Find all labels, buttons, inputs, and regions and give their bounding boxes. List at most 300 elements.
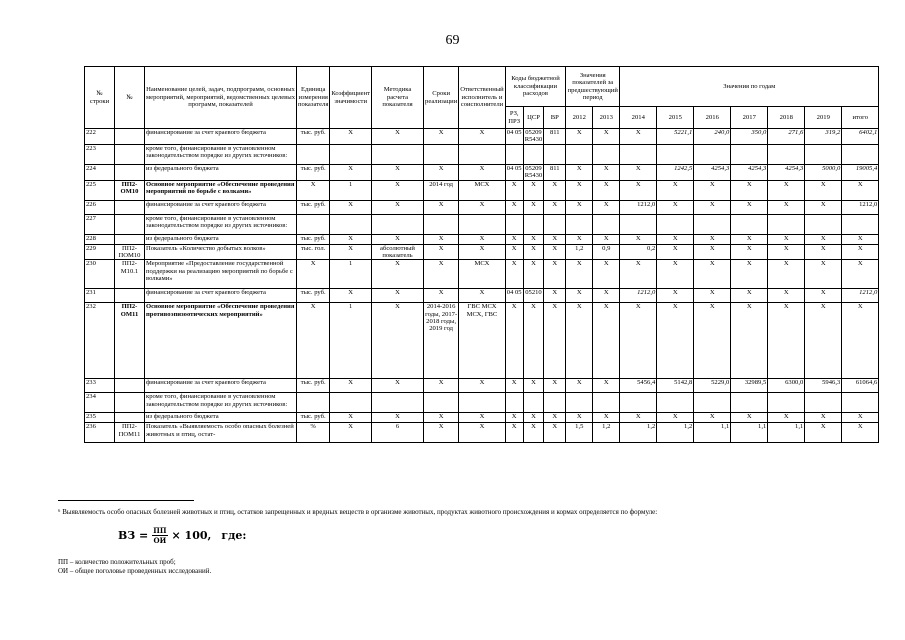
- cell-coeff: X: [330, 289, 372, 303]
- cell-2013: X: [593, 200, 620, 214]
- cell-csr: 05210: [523, 289, 544, 303]
- cell-2015: X: [657, 289, 694, 303]
- header-terms: Сроки реализации: [424, 67, 459, 129]
- cell-2019: X: [805, 413, 842, 423]
- cell-name: Основное мероприятие «Обеспечение проведения противоэпизоотических мероприятий»: [145, 303, 297, 379]
- cell-2015: X: [657, 200, 694, 214]
- table-row: [85, 144, 879, 164]
- cell-name: Показатель «Выявляемость особо опасных болезней животных и птиц, остат-: [145, 423, 297, 443]
- cell-2013: X: [593, 260, 620, 289]
- cell-2015: [657, 214, 694, 234]
- cell-code: ПП2-ОМ11: [115, 303, 145, 379]
- formula-lhs: ВЗ =: [118, 529, 149, 542]
- cell-2012: 1,2: [566, 244, 593, 260]
- cell-vr: [544, 214, 566, 234]
- cell-2012: X: [566, 260, 593, 289]
- cell-total: X: [842, 413, 879, 423]
- cell-row-no: 235: [85, 413, 115, 423]
- cell-rz: X: [505, 303, 523, 379]
- cell-2016: 5229,0: [694, 379, 731, 393]
- table-row: [85, 214, 879, 234]
- cell-vr: 811: [544, 164, 566, 180]
- cell-responsible: X: [459, 289, 505, 303]
- cell-vr: [544, 393, 566, 413]
- cell-terms: X: [424, 379, 459, 393]
- cell-name: кроме того, финансирование в установленном законодательством порядке из других источников:: [145, 214, 297, 234]
- footnote-separator: [58, 500, 194, 501]
- cell-rz: 04 05: [505, 129, 523, 145]
- cell-2014: 1212,0: [620, 200, 657, 214]
- cell-2015: 5142,8: [657, 379, 694, 393]
- cell-2012: X: [566, 129, 593, 145]
- cell-responsible: X: [459, 129, 505, 145]
- cell-total: X: [842, 423, 879, 443]
- cell-vr: X: [544, 289, 566, 303]
- cell-rz: X: [505, 200, 523, 214]
- cell-total: X: [842, 260, 879, 289]
- cell-csr: X: [523, 303, 544, 379]
- cell-unit: %: [297, 423, 330, 443]
- cell-coeff: [330, 144, 372, 164]
- cell-coeff: X: [330, 129, 372, 145]
- cell-terms: [424, 214, 459, 234]
- table-row: [85, 423, 879, 443]
- cell-coeff: 1: [330, 303, 372, 379]
- cell-2017: X: [731, 200, 768, 214]
- cell-row-no: 228: [85, 234, 115, 244]
- cell-rz: X: [505, 413, 523, 423]
- cell-total: 6402,1: [842, 129, 879, 145]
- cell-code: ПП2-ОМ10: [115, 180, 145, 200]
- cell-code: [115, 379, 145, 393]
- cell-name: финансирование за счет краевого бюджета: [145, 289, 297, 303]
- cell-total: X: [842, 234, 879, 244]
- cell-2018: X: [768, 303, 805, 379]
- cell-name: из федерального бюджета: [145, 234, 297, 244]
- cell-vr: X: [544, 234, 566, 244]
- cell-total: [842, 214, 879, 234]
- cell-responsible: X: [459, 164, 505, 180]
- header-2018: 2018: [768, 107, 805, 129]
- cell-csr: X: [523, 423, 544, 443]
- cell-2017: X: [731, 260, 768, 289]
- cell-rz: [505, 144, 523, 164]
- cell-total: 19005,4: [842, 164, 879, 180]
- cell-code: [115, 413, 145, 423]
- cell-2015: 1,2: [657, 423, 694, 443]
- cell-terms: 2014-2016 годы, 2017-2018 годы, 2019 год: [424, 303, 459, 379]
- cell-vr: [544, 144, 566, 164]
- cell-rz: X: [505, 234, 523, 244]
- cell-coeff: X: [330, 413, 372, 423]
- cell-csr: X: [523, 413, 544, 423]
- header-name: Наименование целей, задач, подпрограмм, основных мероприятий, мероприятий, ведомственных целевых программ, показателей: [145, 67, 297, 129]
- header-2019: 2019: [805, 107, 842, 129]
- cell-2016: 4254,3: [694, 164, 731, 180]
- formula: [118, 526, 247, 545]
- cell-2016: X: [694, 289, 731, 303]
- cell-2016: X: [694, 244, 731, 260]
- cell-name: из федерального бюджета: [145, 413, 297, 423]
- cell-2013: X: [593, 379, 620, 393]
- cell-2015: X: [657, 234, 694, 244]
- cell-2012: [566, 393, 593, 413]
- cell-rz: X: [505, 423, 523, 443]
- cell-unit: тыс. руб.: [297, 129, 330, 145]
- header-coeff: Коэффициент значимости: [330, 67, 372, 129]
- cell-2015: [657, 144, 694, 164]
- cell-2017: 350,0: [731, 129, 768, 145]
- table-row: [85, 379, 879, 393]
- page-number: 69: [445, 33, 460, 48]
- cell-2017: [731, 144, 768, 164]
- cell-terms: X: [424, 289, 459, 303]
- cell-terms: X: [424, 200, 459, 214]
- cell-2012: X: [566, 180, 593, 200]
- cell-coeff: X: [330, 244, 372, 260]
- formula-rhs: × 100,: [171, 529, 212, 542]
- cell-row-no: 225: [85, 180, 115, 200]
- cell-coeff: X: [330, 234, 372, 244]
- cell-2012: X: [566, 379, 593, 393]
- cell-responsible: X: [459, 200, 505, 214]
- cell-coeff: [330, 214, 372, 234]
- cell-2019: X: [805, 260, 842, 289]
- cell-csr: X: [523, 379, 544, 393]
- cell-csr: X: [523, 234, 544, 244]
- cell-method: абсолютный показатель: [372, 244, 424, 260]
- cell-row-no: 223: [85, 144, 115, 164]
- cell-2015: 5221,1: [657, 129, 694, 145]
- cell-method: X: [372, 303, 424, 379]
- cell-responsible: МСХ: [459, 260, 505, 289]
- cell-total: X: [842, 244, 879, 260]
- table-row: [85, 234, 879, 244]
- header-2012: 2012: [566, 107, 593, 129]
- cell-total: 61064,6: [842, 379, 879, 393]
- cell-unit: тыс. руб.: [297, 200, 330, 214]
- cell-2014: [620, 393, 657, 413]
- cell-2019: [805, 144, 842, 164]
- cell-unit: тыс. гол.: [297, 244, 330, 260]
- cell-code: ПП2-ПОМ11: [115, 423, 145, 443]
- cell-unit: тыс. руб.: [297, 164, 330, 180]
- cell-2018: X: [768, 289, 805, 303]
- cell-2018: 6300,0: [768, 379, 805, 393]
- cell-responsible: X: [459, 379, 505, 393]
- cell-method: [372, 393, 424, 413]
- cell-2016: 240,0: [694, 129, 731, 145]
- header-2014: 2014: [620, 107, 657, 129]
- header-2013: 2013: [593, 107, 620, 129]
- cell-coeff: X: [330, 164, 372, 180]
- table-row: [85, 289, 879, 303]
- cell-2014: 1,2: [620, 423, 657, 443]
- cell-2014: X: [620, 234, 657, 244]
- cell-name: Мероприятие «Предоставление государственной поддержки на реализацию мероприятий по борьбе с волками»: [145, 260, 297, 289]
- cell-2014: X: [620, 303, 657, 379]
- cell-2012: X: [566, 289, 593, 303]
- cell-2014: X: [620, 260, 657, 289]
- cell-2013: X: [593, 413, 620, 423]
- cell-2012: X: [566, 234, 593, 244]
- cell-2015: X: [657, 413, 694, 423]
- cell-method: 6: [372, 423, 424, 443]
- cell-responsible: X: [459, 423, 505, 443]
- cell-2012: X: [566, 413, 593, 423]
- cell-2018: X: [768, 234, 805, 244]
- cell-row-no: 236: [85, 423, 115, 443]
- cell-2019: [805, 393, 842, 413]
- cell-2016: [694, 393, 731, 413]
- cell-terms: X: [424, 129, 459, 145]
- formula-where: где:: [221, 529, 247, 542]
- cell-2018: [768, 214, 805, 234]
- cell-2013: 0,9: [593, 244, 620, 260]
- cell-2013: X: [593, 129, 620, 145]
- header-csr: ЦСР: [523, 107, 544, 129]
- cell-terms: X: [424, 423, 459, 443]
- cell-2014: X: [620, 164, 657, 180]
- cell-code: [115, 289, 145, 303]
- cell-total: X: [842, 180, 879, 200]
- cell-2013: 1,2: [593, 423, 620, 443]
- header-unit: Единица измерения показателя: [297, 67, 330, 129]
- cell-row-no: 231: [85, 289, 115, 303]
- cell-csr: [523, 214, 544, 234]
- cell-2016: [694, 144, 731, 164]
- cell-row-no: 224: [85, 164, 115, 180]
- cell-2013: [593, 144, 620, 164]
- cell-2018: X: [768, 413, 805, 423]
- cell-vr: X: [544, 260, 566, 289]
- cell-2016: 1,1: [694, 423, 731, 443]
- cell-coeff: [330, 393, 372, 413]
- header-2015: 2015: [657, 107, 694, 129]
- cell-2018: 1,1: [768, 423, 805, 443]
- cell-2019: 5000,0: [805, 164, 842, 180]
- table-row: [85, 413, 879, 423]
- cell-2019: X: [805, 234, 842, 244]
- cell-unit: тыс. руб.: [297, 413, 330, 423]
- cell-2018: 271,6: [768, 129, 805, 145]
- formula-numerator: ПП: [153, 526, 167, 535]
- table-row: [85, 393, 879, 413]
- cell-2012: X: [566, 303, 593, 379]
- cell-code: [115, 214, 145, 234]
- cell-2012: 1,5: [566, 423, 593, 443]
- header-prev-values: Значения показателей за предшествующий период: [566, 67, 620, 107]
- cell-responsible: [459, 393, 505, 413]
- cell-responsible: X: [459, 413, 505, 423]
- cell-name: из федерального бюджета: [145, 164, 297, 180]
- cell-row-no: 234: [85, 393, 115, 413]
- cell-2019: 319,2: [805, 129, 842, 145]
- cell-2013: X: [593, 303, 620, 379]
- cell-total: [842, 393, 879, 413]
- cell-coeff: 1: [330, 260, 372, 289]
- cell-2016: X: [694, 260, 731, 289]
- cell-responsible: [459, 144, 505, 164]
- header-responsible: Ответственный исполнитель и соисполнители: [459, 67, 505, 129]
- cell-responsible: X: [459, 234, 505, 244]
- cell-2017: [731, 214, 768, 234]
- cell-name: кроме того, финансирование в установленном законодательством порядке из других источников:: [145, 393, 297, 413]
- cell-vr: X: [544, 413, 566, 423]
- cell-terms: X: [424, 234, 459, 244]
- cell-terms: X: [424, 164, 459, 180]
- cell-method: X: [372, 289, 424, 303]
- table-row: [85, 200, 879, 214]
- cell-terms: [424, 144, 459, 164]
- cell-unit: тыс. руб.: [297, 379, 330, 393]
- cell-coeff: X: [330, 423, 372, 443]
- cell-terms: X: [424, 260, 459, 289]
- cell-terms: X: [424, 244, 459, 260]
- footnote-def-1: ПП – количество положительных проб;: [58, 558, 176, 566]
- table-row: [85, 180, 879, 200]
- table-row: [85, 260, 879, 289]
- cell-responsible: X: [459, 244, 505, 260]
- cell-unit: X: [297, 260, 330, 289]
- cell-2013: [593, 214, 620, 234]
- cell-rz: [505, 214, 523, 234]
- cell-rz: X: [505, 244, 523, 260]
- cell-vr: 811: [544, 129, 566, 145]
- cell-vr: X: [544, 200, 566, 214]
- cell-code: ПП2-М10.1: [115, 260, 145, 289]
- cell-row-no: 229: [85, 244, 115, 260]
- cell-unit: [297, 214, 330, 234]
- cell-2016: X: [694, 303, 731, 379]
- cell-2015: X: [657, 244, 694, 260]
- cell-vr: X: [544, 244, 566, 260]
- cell-responsible: ГВС МСХ МСХ, ГВС: [459, 303, 505, 379]
- cell-rz: [505, 393, 523, 413]
- cell-method: X: [372, 200, 424, 214]
- cell-csr: X: [523, 244, 544, 260]
- cell-coeff: 1: [330, 180, 372, 200]
- table-row: [85, 129, 879, 145]
- table-row: [85, 303, 879, 379]
- cell-row-no: 233: [85, 379, 115, 393]
- cell-2017: [731, 393, 768, 413]
- cell-method: X: [372, 180, 424, 200]
- cell-code: ПП2-ПОМ10: [115, 244, 145, 260]
- cell-2019: X: [805, 180, 842, 200]
- header-method: Методика расчета показателя: [372, 67, 424, 129]
- cell-code: [115, 200, 145, 214]
- cell-total: 1212,0: [842, 289, 879, 303]
- cell-2017: X: [731, 234, 768, 244]
- cell-code: [115, 234, 145, 244]
- cell-2017: 32989,5: [731, 379, 768, 393]
- cell-2013: X: [593, 180, 620, 200]
- cell-row-no: 227: [85, 214, 115, 234]
- cell-2019: X: [805, 244, 842, 260]
- cell-terms: 2014 год: [424, 180, 459, 200]
- cell-2017: 4254,3: [731, 164, 768, 180]
- cell-rz: 04 05: [505, 164, 523, 180]
- cell-coeff: X: [330, 379, 372, 393]
- header-total: итого: [842, 107, 879, 129]
- cell-csr: [523, 144, 544, 164]
- cell-2015: X: [657, 260, 694, 289]
- cell-2018: 4254,3: [768, 164, 805, 180]
- cell-2012: [566, 144, 593, 164]
- table-row: [85, 164, 879, 180]
- cell-2017: X: [731, 289, 768, 303]
- cell-2014: X: [620, 413, 657, 423]
- cell-name: финансирование за счет краевого бюджета: [145, 129, 297, 145]
- cell-2018: X: [768, 260, 805, 289]
- cell-row-no: 230: [85, 260, 115, 289]
- cell-row-no: 226: [85, 200, 115, 214]
- footnote-text: ⁶ Выявляемость особо опасных болезней животных и птиц, остатков запрещенных и вредных веществ в организме животных, продуктах животного происхождения и кормах определяется по формуле:: [58, 508, 658, 516]
- cell-2017: X: [731, 180, 768, 200]
- cell-2014: [620, 214, 657, 234]
- cell-code: [115, 393, 145, 413]
- header-vr: ВР: [544, 107, 566, 129]
- cell-2019: X: [805, 289, 842, 303]
- cell-2012: X: [566, 164, 593, 180]
- cell-code: [115, 144, 145, 164]
- cell-csr: [523, 393, 544, 413]
- cell-method: X: [372, 164, 424, 180]
- cell-vr: X: [544, 379, 566, 393]
- cell-2013: X: [593, 164, 620, 180]
- cell-name: финансирование за счет краевого бюджета: [145, 379, 297, 393]
- cell-2014: [620, 144, 657, 164]
- program-table: [84, 66, 879, 443]
- cell-unit: [297, 393, 330, 413]
- cell-2015: X: [657, 180, 694, 200]
- cell-coeff: X: [330, 200, 372, 214]
- cell-2016: X: [694, 234, 731, 244]
- cell-2013: X: [593, 234, 620, 244]
- cell-2016: X: [694, 413, 731, 423]
- cell-2018: [768, 144, 805, 164]
- cell-name: Показатель «Количество добытых волков»: [145, 244, 297, 260]
- cell-2014: 1212,0: [620, 289, 657, 303]
- cell-2016: [694, 214, 731, 234]
- cell-2018: [768, 393, 805, 413]
- cell-rz: X: [505, 379, 523, 393]
- cell-total: 1212,0: [842, 200, 879, 214]
- cell-row-no: 232: [85, 303, 115, 379]
- header-rz: РЗ, ПРЗ: [505, 107, 523, 129]
- cell-row-no: 222: [85, 129, 115, 145]
- cell-rz: X: [505, 180, 523, 200]
- cell-2017: X: [731, 244, 768, 260]
- formula-denominator: ОИ: [153, 536, 167, 545]
- cell-unit: X: [297, 303, 330, 379]
- cell-vr: X: [544, 303, 566, 379]
- cell-2015: 1242,5: [657, 164, 694, 180]
- cell-code: [115, 164, 145, 180]
- header-values-by-year: Значения по годам: [620, 67, 879, 107]
- cell-name: Основное мероприятие «Обеспечение проведения мероприятий по борьбе с волками»: [145, 180, 297, 200]
- cell-name: финансирование за счет краевого бюджета: [145, 200, 297, 214]
- cell-2017: X: [731, 413, 768, 423]
- header-row-no: № строки: [85, 67, 115, 129]
- formula-fraction: [152, 526, 167, 545]
- cell-2018: X: [768, 200, 805, 214]
- header-2016: 2016: [694, 107, 731, 129]
- footnote-def-2: ОИ – общее поголовье проведенных исследований.: [58, 567, 212, 575]
- cell-csr: X: [523, 180, 544, 200]
- cell-2015: [657, 393, 694, 413]
